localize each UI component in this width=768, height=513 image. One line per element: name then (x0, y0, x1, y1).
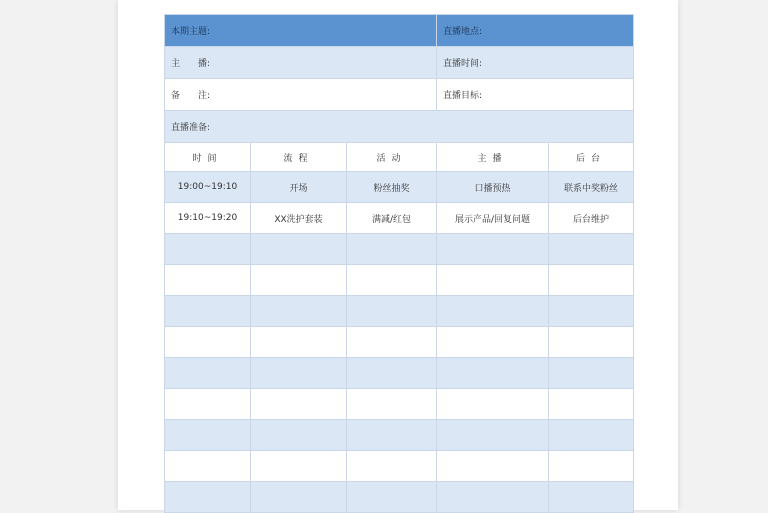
cell-backend: 后台维护 (549, 203, 634, 234)
empty-cell (251, 358, 347, 389)
empty-cell (251, 327, 347, 358)
column-header-backend: 后台 (549, 143, 634, 172)
empty-cell (437, 296, 549, 327)
column-header-time: 时间 (165, 143, 251, 172)
empty-table-row (165, 482, 634, 513)
empty-cell (549, 389, 634, 420)
cell-flow: XX洗护套装 (251, 203, 347, 234)
empty-cell (251, 482, 347, 513)
cell-backend: 联系中奖粉丝 (549, 172, 634, 203)
empty-cell (347, 389, 437, 420)
empty-cell (549, 420, 634, 451)
goal-label: 直播目标: (437, 79, 634, 111)
empty-cell (165, 420, 251, 451)
empty-cell (251, 451, 347, 482)
empty-table-row (165, 327, 634, 358)
empty-cell (549, 265, 634, 296)
empty-table-row (165, 234, 634, 265)
empty-cell (347, 234, 437, 265)
empty-cell (251, 265, 347, 296)
cell-host: 展示产品/回复问题 (437, 203, 549, 234)
cell-activity: 满减/红包 (347, 203, 437, 234)
empty-cell (165, 265, 251, 296)
table-row (165, 172, 634, 203)
header-row (165, 15, 634, 47)
empty-cell (437, 327, 549, 358)
note-label: 备 注: (165, 79, 437, 111)
prep-label: 直播准备: (165, 111, 634, 143)
empty-cell (347, 358, 437, 389)
empty-cell (165, 234, 251, 265)
prep-row (165, 111, 634, 143)
empty-cell (251, 389, 347, 420)
empty-cell (347, 420, 437, 451)
cell-host: 口播预热 (437, 172, 549, 203)
location-label: 直播地点: (437, 15, 634, 47)
empty-rows (165, 234, 634, 513)
empty-cell (165, 451, 251, 482)
time-label: 直播时间: (437, 47, 634, 79)
empty-cell (437, 420, 549, 451)
column-header-host: 主播 (437, 143, 549, 172)
host-label: 主 播: (165, 47, 437, 79)
cell-time: 19:00~19:10 (165, 172, 251, 203)
empty-cell (437, 234, 549, 265)
empty-cell (251, 420, 347, 451)
info-row-note (165, 79, 634, 111)
cell-activity: 粉丝抽奖 (347, 172, 437, 203)
empty-cell (165, 358, 251, 389)
empty-table-row (165, 358, 634, 389)
empty-cell (251, 234, 347, 265)
cell-flow: 开场 (251, 172, 347, 203)
empty-cell (549, 296, 634, 327)
live-stream-plan-table (164, 14, 634, 513)
empty-cell (549, 234, 634, 265)
empty-cell (165, 389, 251, 420)
empty-cell (347, 296, 437, 327)
empty-cell (437, 265, 549, 296)
empty-cell (347, 482, 437, 513)
topic-label: 本期主题: (165, 15, 437, 47)
empty-table-row (165, 296, 634, 327)
column-header-row (165, 143, 634, 172)
info-row-host (165, 47, 634, 79)
empty-cell (251, 296, 347, 327)
empty-table-row (165, 420, 634, 451)
empty-table-row (165, 389, 634, 420)
empty-cell (165, 482, 251, 513)
table-row (165, 203, 634, 234)
empty-cell (437, 482, 549, 513)
empty-cell (437, 451, 549, 482)
empty-cell (437, 358, 549, 389)
empty-cell (347, 451, 437, 482)
empty-table-row (165, 265, 634, 296)
empty-cell (347, 327, 437, 358)
column-header-activity: 活动 (347, 143, 437, 172)
empty-cell (549, 451, 634, 482)
empty-cell (437, 389, 549, 420)
empty-table-row (165, 451, 634, 482)
empty-cell (165, 327, 251, 358)
cell-time: 19:10~19:20 (165, 203, 251, 234)
empty-cell (347, 265, 437, 296)
column-header-flow: 流程 (251, 143, 347, 172)
empty-cell (549, 482, 634, 513)
empty-cell (549, 358, 634, 389)
empty-cell (549, 327, 634, 358)
empty-cell (165, 296, 251, 327)
